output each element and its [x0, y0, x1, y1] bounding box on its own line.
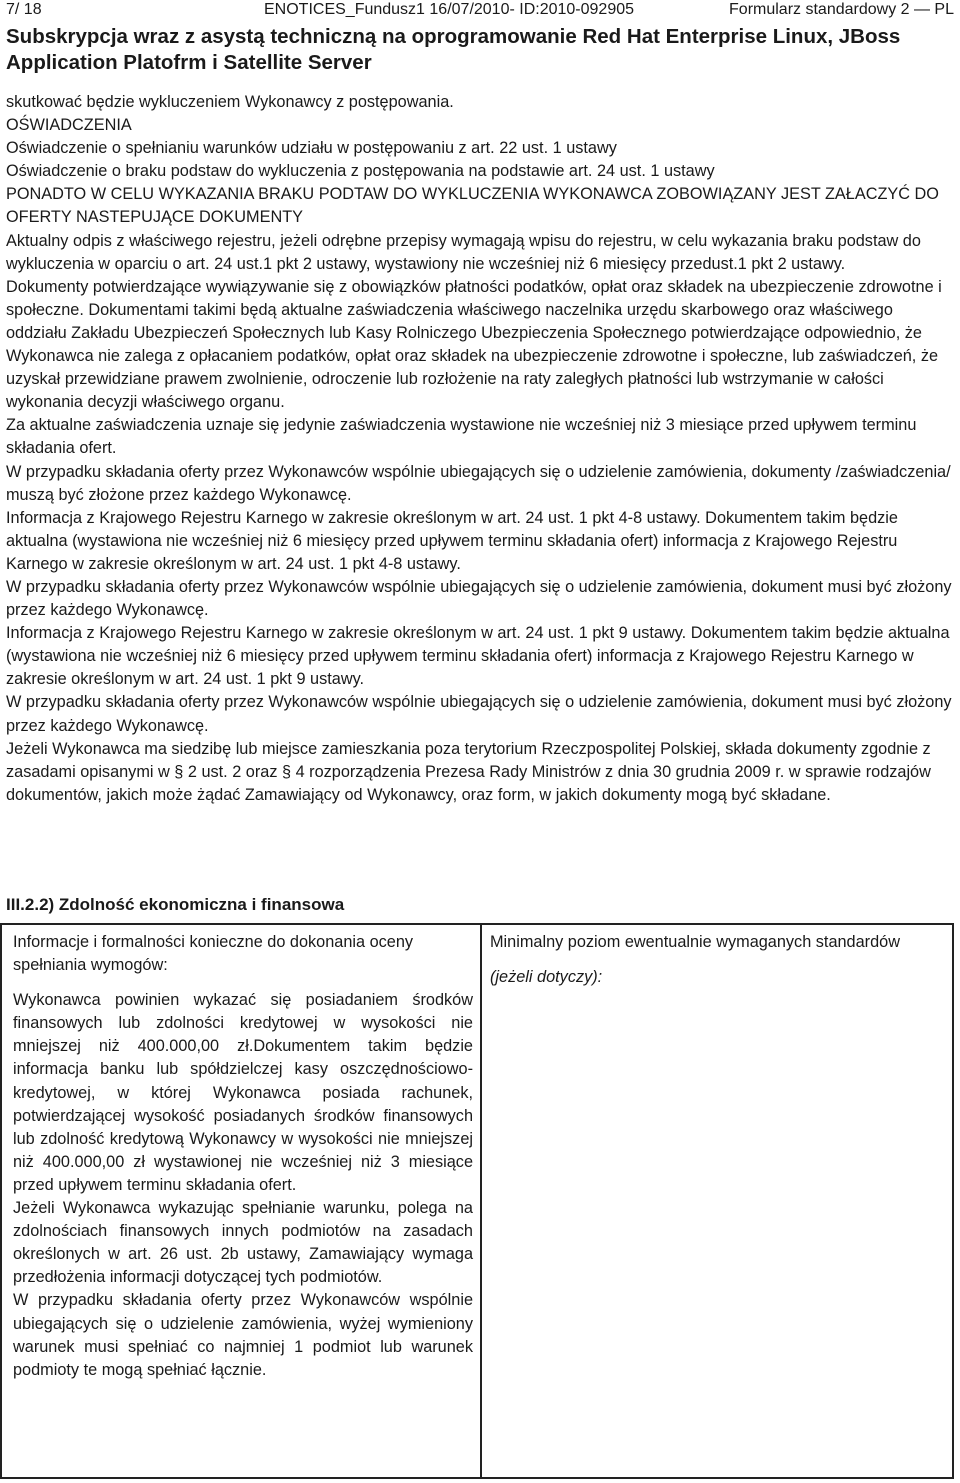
paragraph: Oświadczenie o braku podstaw do wykluczenia z postępowania na podstawie art. 24 ust. 1 ustawy — [6, 162, 715, 181]
paragraph: PONADTO W CELU WYKAZANIA BRAKU PODTAW DO WYKLUCZENIA WYKONAWCA ZOBOWIĄZANY JEST ZAŁACZYĆ DO OFERTY NASTEPUJĄCE DOKUMENTY — [6, 185, 939, 227]
paragraph: Jeżeli Wykonawca ma siedzibę lub miejsce zamieszkania poza terytorium Rzeczpospolitej Polskiej, składa dokumenty zgodnie z zasadami opisanymi w § 2 ust. 2 oraz § 4 rozporządzenia Prezesa Rady Ministrów z dnia 30 grudnia 2009 r. w sprawie rodzajów dokumentów, jakich może żądać Zamawiający od Wykonawcy, oraz form, w jakich dokumenty mogą być składane. — [6, 739, 931, 804]
requirements-header: Informacje i formalności konieczne do dokonania oceny spełniania wymogów: — [13, 933, 414, 975]
standards-note: (jeżeli dotyczy): — [490, 968, 603, 987]
standards-header: Minimalny poziom ewentualnie wymaganych standardów — [490, 933, 900, 951]
standards-cell — [482, 925, 952, 1477]
paragraph: Za aktualne zaświadczenia uznaje się jedynie zaświadczenia wystawione nie wcześniej niż 3 miesiące przed upływem terminu składania ofert. — [6, 416, 917, 458]
requirement-paragraph: W przypadku składania oferty przez Wykonawców wspólnie ubiegających się o udzielenie zamówienia, wyżej wymieniony warunek musi spełniać co najmniej 1 podmiot lub warunek podmioty te mogą spełniać łącznie. — [13, 1291, 473, 1379]
requirements-table — [0, 923, 954, 1479]
body-text — [6, 91, 956, 807]
paragraph: skutkować będzie wykluczeniem Wykonawcy z postępowania. — [6, 93, 454, 111]
requirements-cell — [2, 925, 482, 1477]
paragraph: OŚWIADCZENIA — [6, 116, 132, 135]
requirement-paragraph: Jeżeli Wykonawca wykazując spełnianie warunku, polega na zdolnościach finansowych innych podmiotów na zasadach określonych w art. 26 ust. 2b ustawy, Zamawiający wymaga przedłożenia informacji dotyczącej tych podmiotów. — [13, 1199, 473, 1287]
requirement-paragraph: Wykonawca powinien wykazać się posiadaniem środków finansowych lub zdolności kredytowej w wysokości nie mniejszej niż 400.000,00 zł.Dokumentem takim będzie informacja banku lub spółdzielczej kasy oszczędnościowo-kredytowej, w której Wykonawca posiada rachunek, potwierdzającej wysokość posiadanych środków finansowych lub zdolność kredytową Wykonawcy w wysokości nie mniejszej niż 400.000,00 zł wystawionej nie wcześniej niż 3 miesiące przed upływem terminu składania ofert. — [13, 991, 473, 1194]
paragraph: Aktualny odpis z właściwego rejestru, jeżeli odrębne przepisy wymagają wpisu do rejestru, w celu wykazania braku podstaw do wykluczenia w oparciu o art. 24 ust.1 pkt 2 ustawy, wystawiony nie wcześniej niż 6 miesięcy przedust.1 pkt 2 ustawy. — [6, 231, 921, 273]
paragraph: Oświadczenie o spełnianiu warunków udziału w postępowaniu z art. 22 ust. 1 ustawy — [6, 139, 617, 158]
page-number: 7/ 18 — [6, 1, 42, 18]
document-title: Subskrypcja wraz z asystą techniczną na oprogramowanie Red Hat Enterprise Linux, JBoss Application Platofrm i Satellite Server — [6, 25, 901, 74]
paragraph: Informacja z Krajowego Rejestru Karnego w zakresie określonym w art. 24 ust. 1 pkt 4-8 ustawy. Dokumentem takim będzie aktualna (wystawiona nie wcześniej niż 6 miesięcy przed upływem terminu składania ofert) informacja z Krajowego Rejestru Karnego w zakresie określonym w art. 24 ust. 1 pkt 4-8 ustawy. — [6, 508, 898, 573]
paragraph: W przypadku składania oferty przez Wykonawców wspólnie ubiegających się o udzielenie zamówienia, dokument musi być złożony przez każdego Wykonawcę. — [6, 693, 952, 735]
paragraph: Dokumenty potwierdzające wywiązywanie się z obowiązków płatności podatków, opłat oraz składek na ubezpieczenie zdrowotne i społeczne. Dokumentami takimi będą aktualne zaświadczenia właściwego naczelnika urzędu skarbowego oraz właściwego oddziału Zakładu Ubezpieczeń Społecznych lub Kasy Rolniczego Ubezpieczenia Społecznego potwierdzające odpowiednio, że Wykonawca nie zalega z opłacaniem podatków, opłat oraz składek na ubezpieczenie zdrowotne i społeczne, lub zaświadczeń, że uzyskał przewidziane prawem zwolnienie, odroczenie lub rozłożenie na raty zaległych płatności lub wstrzymanie w całości wykonania decyzji właściwego organu. — [6, 277, 942, 412]
requirements-body — [13, 989, 473, 1382]
paragraph: W przypadku składania oferty przez Wykonawców wspólnie ubiegających się o udzielenie zamówienia, dokument musi być złożony przez każdego Wykonawcę. — [6, 577, 952, 620]
form-type: Formularz standardowy 2 — PL — [729, 1, 954, 18]
section-heading: III.2.2) Zdolność ekonomiczna i finansowa — [6, 895, 345, 914]
paragraph: Informacja z Krajowego Rejestru Karnego w zakresie określonym w art. 24 ust. 1 pkt 9 ustawy. Dokumentem takim będzie aktualna (wystawiona nie wcześniej niż 6 miesięcy przed upływem terminu składania ofert) informacja z Krajowego Rejestru Karnego w zakresie określonym w art. 24 ust. 1 pkt 9 ustawy. — [6, 624, 950, 689]
paragraph: W przypadku składania oferty przez Wykonawców wspólnie ubiegających się o udzielenie zamówienia, dokumenty /zaświadczenia/ muszą być złożone przez każdego Wykonawcę. — [6, 462, 951, 504]
page-header — [6, 0, 954, 22]
notice-id: ENOTICES_Fundusz1 16/07/2010- ID:2010-092905 — [264, 1, 635, 18]
